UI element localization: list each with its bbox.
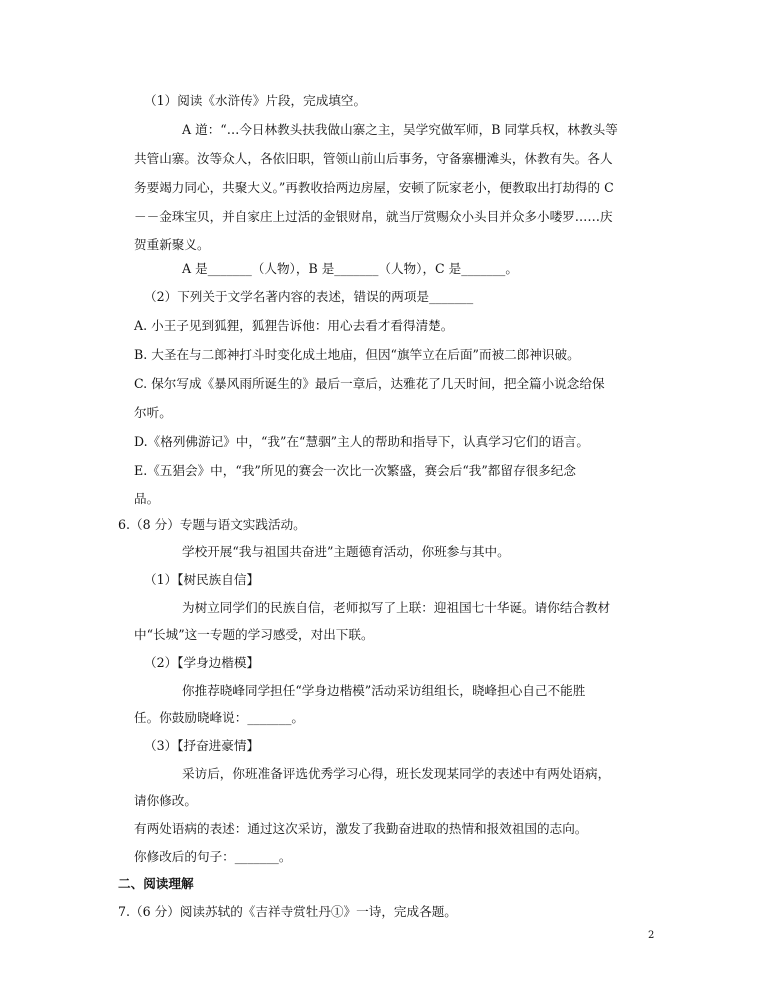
option-c-line-1: C. 保尔写成《暴风雨所诞生的》最后一章后，达雅花了几天时间，把全篇小说念给保 — [134, 376, 605, 391]
q6-part2-line-1: 你推荐晓峰同学担任“学身边楷模”活动采访组组长，晓峰担心自己不能胜 — [182, 683, 586, 698]
q6-part2-line-2: 任。你鼓励晓峰说：_______。 — [134, 710, 305, 725]
q6-part1-heading: （1）【树民族自信】 — [144, 572, 260, 587]
excerpt-line-1: A 道：“…今日林教头扶我做山寨之主，吴学究做军师，B 同掌兵权，林教头等 — [182, 122, 618, 137]
option-d: D.《格列佛游记》中，“我”在“慧骃”主人的帮助和指导下，认真学习它们的语言。 — [134, 434, 589, 449]
q6-part2-heading: （2）【学身边楷模】 — [144, 655, 260, 670]
q6-intro: 学校开展“我与祖国共奋进”主题德育活动，你班参与其中。 — [182, 544, 510, 559]
q6-part3-line-2: 请你修改。 — [134, 793, 197, 808]
q5-part1-prompt: （1）阅读《水浒传》片段，完成填空。 — [144, 93, 367, 108]
q5-part2-prompt: （2）下列关于文学名著内容的表述，错误的两项是_______ — [144, 289, 474, 304]
faulty-sentence: 有两处语病的表述：通过这次采访，激发了我勤奋进取的热情和报效祖国的志向。 — [134, 821, 588, 836]
q6-part1-line-2: 中“长城”这一专题的学习感受，对出下联。 — [134, 627, 374, 642]
excerpt-line-2: 共管山寨。汝等众人，各依旧职，管领山前山后事务，守备寨栅滩头，休教有失。各人 — [134, 151, 613, 166]
question-6-title: 6.（8 分）专题与语文实践活动。 — [118, 517, 306, 532]
section-2-heading: 二、阅读理解 — [118, 876, 194, 891]
page-number: 2 — [648, 930, 655, 941]
q6-part1-line-1: 为树立同学们的民族自信，老师拟写了上联：迎祖国七十华诞。请你结合教材 — [182, 600, 611, 615]
excerpt-line-4: －－金珠宝贝，并自家庄上过活的金银财帛，就当厅赏赐众小头目并众多小喽罗……庆 — [134, 209, 613, 224]
excerpt-line-3: 务要竭力同心，共聚大义。”再教收拾两边房屋，安顿了阮家老小，便教取出打劫得的 C — [134, 180, 614, 195]
revised-sentence-blank: 你修改后的句子：_______。 — [134, 849, 292, 864]
q6-part3-heading: （3）【抒奋进豪情】 — [144, 738, 260, 753]
option-c-line-2: 尔听。 — [134, 405, 172, 420]
fill-blank-abc: A 是_______（人物），B 是_______（人物），C 是_______。 — [182, 261, 518, 276]
excerpt-line-5: 贺重新聚义。 — [134, 237, 210, 252]
q6-part3-line-1: 采访后，你班准备评选优秀学习心得，班长发现某同学的表述中有两处语病， — [182, 766, 611, 781]
question-7-title: 7.（6 分）阅读苏轼的《吉祥寺赏牡丹①》一诗，完成各题。 — [118, 904, 457, 919]
option-e-line-2: 品。 — [134, 491, 160, 506]
option-e-line-1: E.《五猖会》中，“我”所见的赛会一次比一次繁盛，赛会后“我”都留存很多纪念 — [134, 463, 576, 478]
option-a: A. 小王子见到狐狸，狐狸告诉他：用心去看才看得清楚。 — [134, 318, 454, 333]
option-b: B. 大圣在与二郎神打斗时变化成土地庙，但因“旗竿立在后面”而被二郎神识破。 — [134, 347, 580, 362]
